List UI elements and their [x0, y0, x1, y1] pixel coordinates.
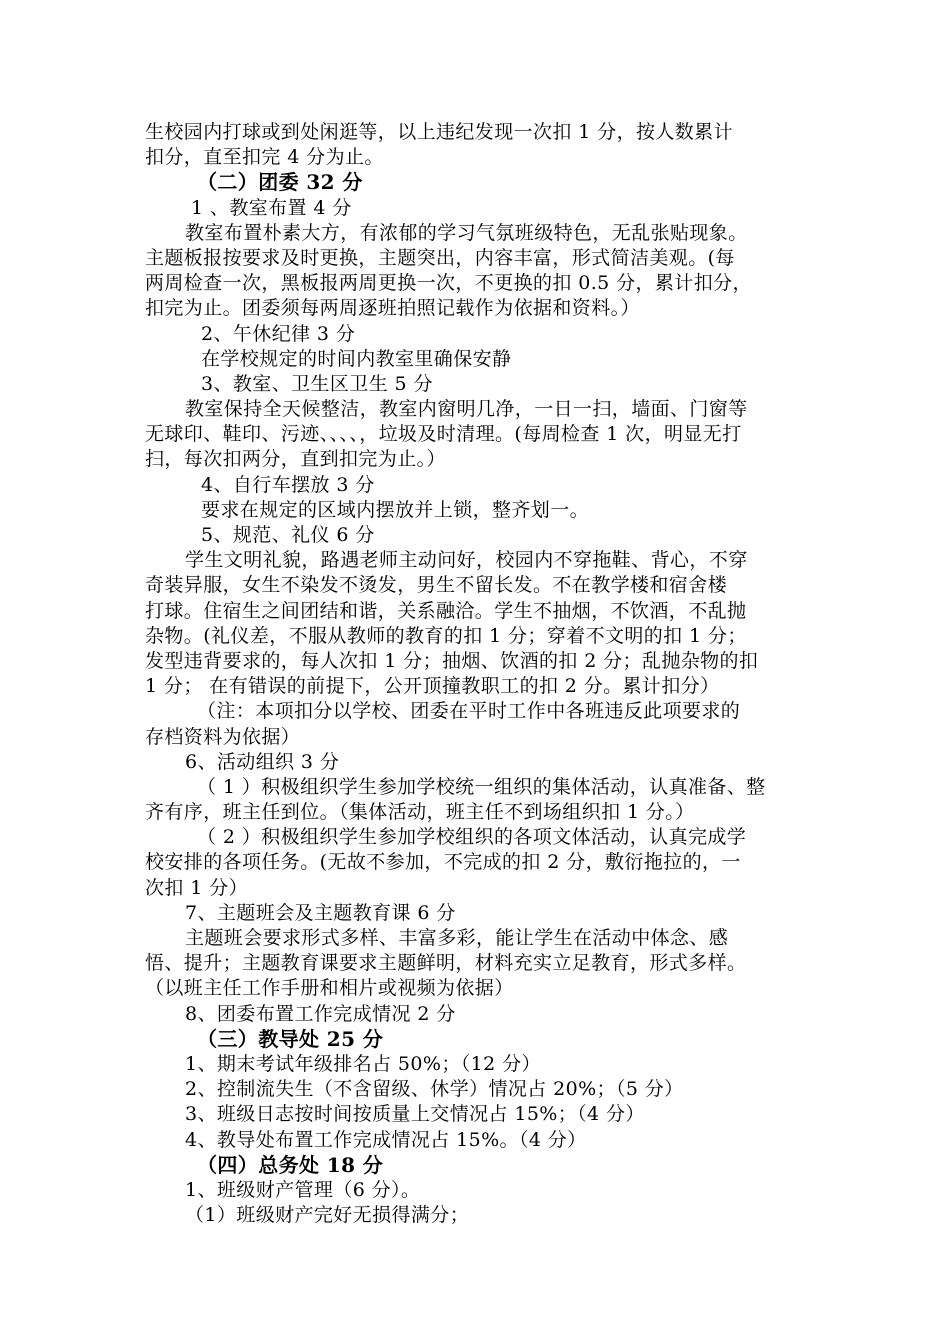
subsection-heading: 8、团委布置工作完成情况 2 分	[185, 1002, 456, 1025]
text-line: 杂物。(礼仪差，不服从教师的教育的扣 1 分；穿着不文明的扣 1 分；	[145, 624, 747, 647]
text-line: （ 2 ）积极组织学生参加学校组织的各项文体活动，认真完成学	[197, 826, 747, 849]
list-item: 4、教导处布置工作完成情况占 15%。（4 分）	[185, 1128, 587, 1151]
text-line: 打球。住宿生之间团结和谐，关系融洽。学生不抽烟，不饮酒，不乱抛	[145, 599, 747, 622]
subsection-heading: 2、午休纪律 3 分	[201, 322, 356, 345]
subsection-heading: 3、教室、卫生区卫生 5 分	[201, 372, 433, 395]
text-line: 学生文明礼貌，路遇老师主动问好，校园内不穿拖鞋、背心，不穿	[185, 549, 748, 572]
text-line: 教室保持全天候整洁，教室内窗明几净，一日一扫，墙面、门窗等	[185, 398, 748, 421]
list-item: 3、班级日志按时间按质量上交情况占 15%；（4 分）	[185, 1103, 645, 1126]
section-heading: （三）教导处 25 分	[197, 1026, 384, 1051]
text-line: 次扣 1 分）	[145, 876, 248, 899]
text-line: 悟、提升；主题教育课要求主题鲜明，材料充实立足教育，形式多样。	[145, 952, 747, 975]
text-line: 主题板报按要求及时更换，主题突出，内容丰富，形式简洁美观。(每	[145, 246, 735, 269]
list-item: 1、班级财产管理（6 分）。	[185, 1178, 421, 1201]
text-line: 扫，每次扣两分，直到扣完为止。）	[145, 448, 446, 471]
list-item: 2、控制流失生（不含留级、休学）情况占 20%；（5 分）	[185, 1078, 684, 1101]
text-line: 齐有序，班主任到位。（集体活动，班主任不到场组织扣 1 分。）	[145, 801, 695, 824]
subsection-heading: 1 、教室布置 4 分	[191, 196, 352, 219]
subsection-heading: 4、自行车摆放 3 分	[201, 473, 375, 496]
text-line: 主题班会要求形式多样、丰富多彩，能让学生在活动中体念、感	[185, 927, 729, 949]
text-line: 教室布置朴素大方，有浓郁的学习气氛班级特色，无乱张贴现象。	[185, 221, 748, 244]
section-heading: （四）总务处 18 分	[197, 1152, 384, 1177]
text-line: 扣完为止。团委须每两周逐班拍照记载作为依据和资料。）	[145, 297, 640, 320]
text-line: （ 1 ）积极组织学生参加学校统一组织的集体活动，认真准备、整	[197, 775, 766, 798]
text-line: 在学校规定的时间内教室里确保安静	[201, 347, 512, 370]
text-line: 1 分； 在有错误的前提下，公开顶撞教职工的扣 2 分。累计扣分）	[145, 675, 720, 698]
list-item: 1、期末考试年级排名占 50%；（12 分）	[185, 1052, 541, 1075]
note-line: 存档资料为依据）	[145, 725, 301, 748]
text-line: 发型违背要求的，每人次扣 1 分；抽烟、饮酒的扣 2 分；乱抛杂物的扣	[145, 649, 759, 672]
subsection-heading: 7、主题班会及主题教育课 6 分	[185, 901, 456, 924]
list-item: （1）班级财产完好无损得满分；	[185, 1204, 470, 1227]
document-body	[145, 120, 815, 1228]
text-line: 两周检查一次，黑板报两周更换一次，不更换的扣 0.5 分，累计扣分，	[145, 272, 752, 295]
text-line: 扣分，直至扣完 4 分为止。	[145, 146, 384, 169]
section-heading: （二）团委 32 分	[197, 170, 363, 195]
text-line: （以班主任工作手册和相片或视频为依据）	[145, 977, 514, 1000]
subsection-heading: 6、活动组织 3 分	[185, 750, 340, 773]
text-line: 校安排的各项任务。(无故不参加，不完成的扣 2 分，敷衍拖拉的，一	[145, 851, 741, 874]
text-line: 奇装异服，女生不染发不烫发，男生不留长发。不在教学楼和宿舍楼	[145, 574, 728, 597]
note-line: （注：本项扣分以学校、团委在平时工作中各班违反此项要求的	[197, 700, 741, 723]
text-line: 无球印、鞋印、污迹、、、、，垃圾及时清理。(每周检查 1 次，明显无打	[145, 423, 742, 446]
text-line: 生校园内打球或到处闲逛等，以上违纪发现一次扣 1 分，按人数累计	[145, 121, 733, 143]
text-line: 要求在规定的区域内摆放并上锁，整齐划一。	[201, 498, 590, 521]
subsection-heading: 5、规范、礼仪 6 分	[201, 524, 375, 546]
